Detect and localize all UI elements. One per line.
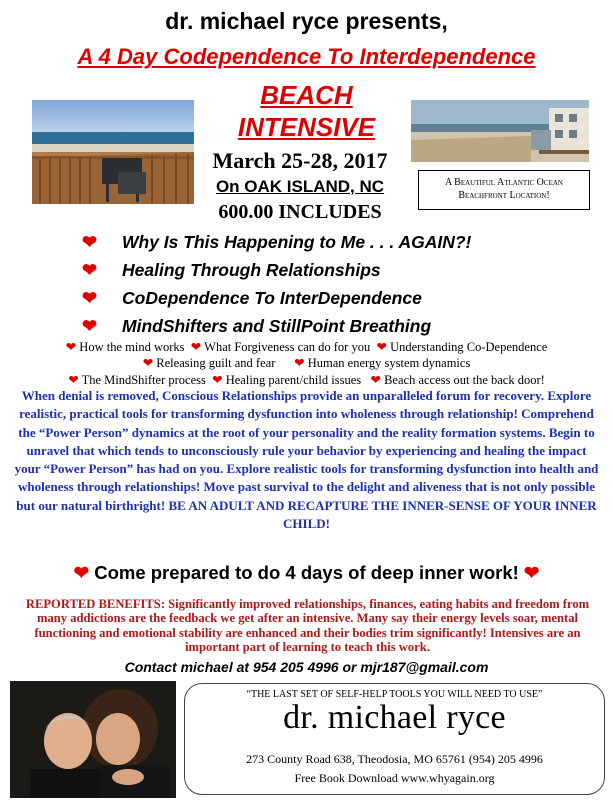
benefit-item: Beach access out the back door! xyxy=(384,373,545,387)
heart-icon: ❤ xyxy=(82,316,98,336)
contact-line: Contact michael at 954 205 4996 or mjr187@gmail.com xyxy=(124,659,489,675)
benefits-row-1 xyxy=(0,339,613,355)
signature-tagline: “THE LAST SET OF SELF-HELP TOOLS YOU WILL NEED TO USE” xyxy=(246,689,543,700)
topic-label: CoDependence To InterDependence xyxy=(122,288,422,308)
heart-icon: ❤ xyxy=(68,373,79,387)
heart-icon: ❤ xyxy=(82,232,98,252)
benefit-item: The MindShifter process xyxy=(81,373,206,387)
topic-item xyxy=(82,232,471,253)
benefits-row-3 xyxy=(0,372,613,388)
benefit-item: What Forgiveness can do for you xyxy=(204,340,371,354)
photo-caption-line1: A Beautiful Atlantic Ocean xyxy=(445,177,563,188)
event-price: 600.00 INCLUDES xyxy=(218,201,382,223)
heart-icon: ❤ xyxy=(142,356,154,370)
come-prepared-line xyxy=(0,562,613,584)
benefit-item: Healing parent/child issues xyxy=(225,373,362,387)
heart-icon: ❤ xyxy=(294,356,305,370)
signature-name: dr. michael ryce xyxy=(283,699,506,736)
description-paragraph: When denial is removed, Conscious Relationships provide an unparalleled forum for recovery. Explore realistic, practical tools for transforming dysfunction into wholeness through relationship! Comprehend the “Power Person” dynamics at the root of your personality and the reality formation systems. Begin to unravel that which tends to unconsciously rule your behavior by experiencing and healing the impact your “Power Person” has had on you. Explore realistic tools for transforming dysfunction into health and wholeness through relationships! Move past survival to the delight and aliveness that is not only possible but our natural birthright! BE AN ADULT AND RECAPTURE THE INNER-SENSE OF YOUR INNER CHILD! xyxy=(14,388,599,532)
benefit-item: How the mind works xyxy=(79,340,185,354)
benefit-item: Human energy system dynamics xyxy=(307,356,471,370)
event-subtitle: A 4 Day Codependence To Interdependence xyxy=(77,44,536,69)
photo-caption-line2: Beachfront Location! xyxy=(458,190,550,201)
free-book-link[interactable]: Free Book Download www.whyagain.org xyxy=(294,771,495,785)
reported-benefits: REPORTED BENEFITS: Significantly improved relationships, finances, eating habits and freedom from many addictions are the feedback we get after an intensive. Many say their energy levels soar, mental functioning and emotional stability are enhanced and their bodies trim significantly! Intensives are an important part of learning to teach this work. xyxy=(25,597,590,654)
topic-item xyxy=(82,260,381,281)
heart-icon: ❤ xyxy=(73,562,90,583)
heart-icon: ❤ xyxy=(212,373,223,387)
benefit-item: Releasing guilt and fear xyxy=(156,356,276,370)
beach-houses-photo xyxy=(411,100,589,162)
balcony-ocean-photo xyxy=(32,100,194,204)
heart-icon: ❤ xyxy=(523,562,540,583)
topic-label: Healing Through Relationships xyxy=(122,260,381,280)
presents-heading: dr. michael ryce presents, xyxy=(165,8,448,34)
event-location: On OAK ISLAND, NC xyxy=(215,177,385,196)
topic-label: MindShifters and StillPoint Breathing xyxy=(122,316,432,336)
heart-icon: ❤ xyxy=(82,288,98,308)
beach-heading: BEACH xyxy=(260,80,353,110)
photo-caption-box xyxy=(418,170,590,210)
intensive-heading: INTENSIVE xyxy=(237,112,376,142)
benefit-item: Understanding Co-Dependence xyxy=(390,340,548,354)
heart-icon: ❤ xyxy=(65,340,77,354)
couple-photo xyxy=(10,681,176,798)
benefits-row-2 xyxy=(0,355,613,371)
event-dates: March 25-28, 2017 xyxy=(212,148,388,173)
heart-icon: ❤ xyxy=(190,340,202,354)
heart-icon: ❤ xyxy=(370,373,381,387)
heart-icon: ❤ xyxy=(82,260,98,280)
signature-address: 273 County Road 638, Theodosia, MO 65761 (954) 205 4996 xyxy=(246,752,543,766)
come-prepared-text: Come prepared to do 4 days of deep inner work! xyxy=(94,562,519,583)
topic-item xyxy=(82,288,422,309)
topic-label: Why Is This Happening to Me . . . AGAIN?! xyxy=(122,232,472,252)
heart-icon: ❤ xyxy=(376,340,387,354)
topic-item xyxy=(82,316,431,337)
